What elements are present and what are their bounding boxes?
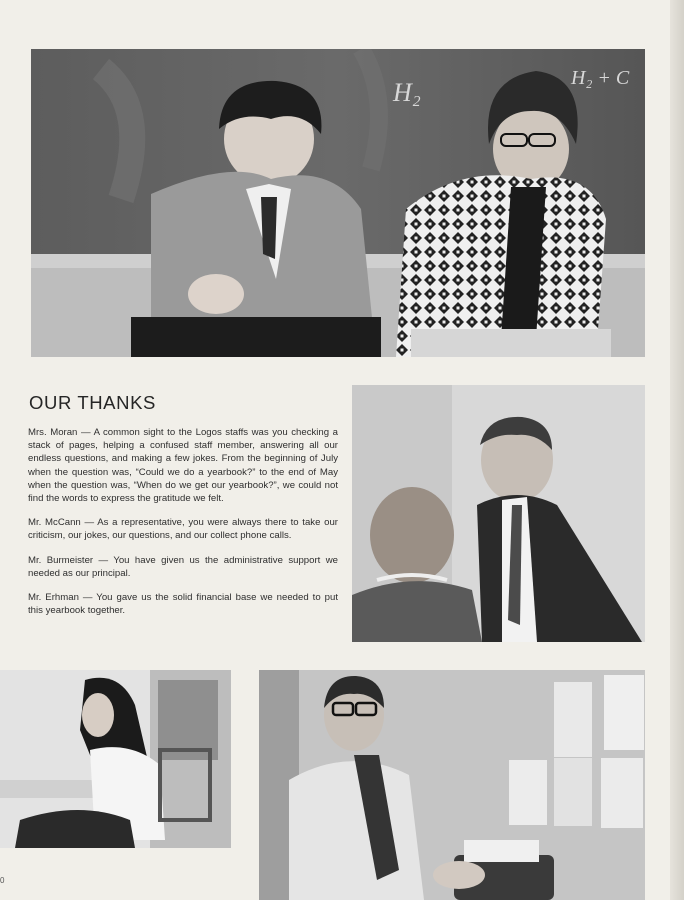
photo-man-with-glasses xyxy=(259,670,645,900)
blackboard-writing-2: H₂ + C xyxy=(571,67,630,89)
thanks-article xyxy=(28,392,338,628)
blackboard-writing-1: H₂ xyxy=(393,78,421,107)
paragraph-moran: Mrs. Moran — A common sight to the Logos staffs was you checking a stack of pages, helping a confused staff member, answering all our endless questions, and making a few jokes. From the beginning of July when the question was, “Could we do a yearbook?” to the end of May when the question was, “When do we get our yearbook?”, we could not find the words to express the gratitude we felt. xyxy=(28,427,338,505)
paragraph-mccann: Mr. McCann — As a representative, you were always there to take our criticism, our jokes, our questions, and our collect phone calls. xyxy=(28,517,338,542)
paragraph-erhman: Mr. Erhman — You gave us the solid financial base we needed to put this yearbook together. xyxy=(28,592,338,617)
article-title: OUR THANKS xyxy=(29,392,156,413)
photo-student-at-desk xyxy=(0,670,231,848)
page-edge xyxy=(670,0,684,900)
photo-teachers-at-blackboard xyxy=(31,49,645,357)
photo-man-in-suit-with-student xyxy=(352,385,645,642)
page-number: 0 xyxy=(0,876,5,885)
paragraph-burmeister: Mr. Burmeister — You have given us the administrative support we needed as our principal. xyxy=(28,554,338,579)
